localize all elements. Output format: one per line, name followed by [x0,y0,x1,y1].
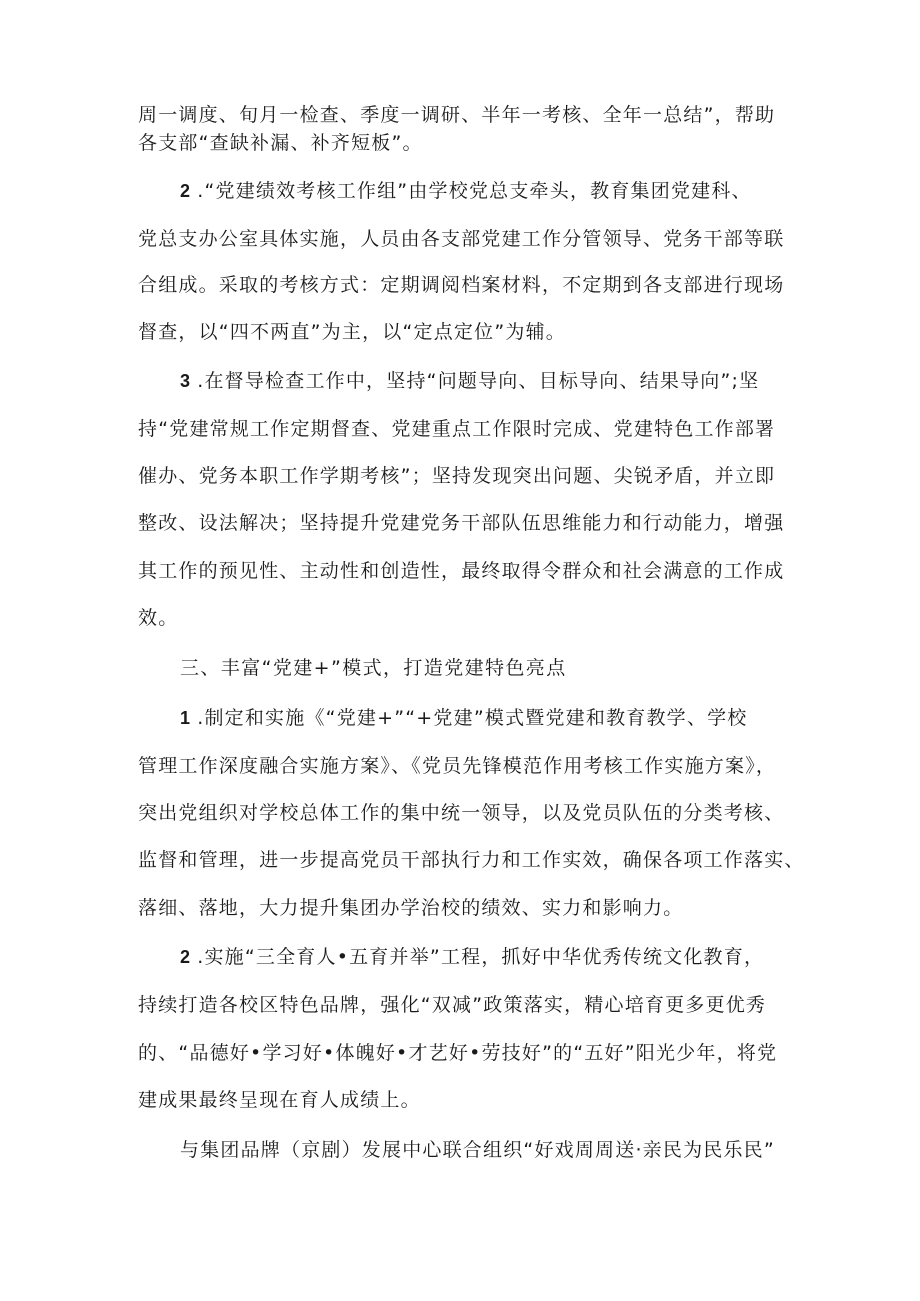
paragraph-line [138,848,805,872]
paragraph-line [138,801,784,825]
paragraph-line [138,1088,421,1112]
line-text: .制定和实施《“党建+”“+党建”模式暨党建和教育教学、学校 [197,707,748,729]
line-text: .在督导检查工作中，坚持“问题导向、目标导向、结果导向”;坚 [197,370,760,392]
paragraph-line [138,993,766,1017]
item-number: 3 [180,371,192,391]
line-text: 持续打造各校区特色品牌，强化“双减”政策落实，精心培育更多更优秀 [138,994,767,1016]
paragraph-line [138,103,775,127]
line-text: 持“党建常规工作定期督查、党建重点工作限时完成、党建特色工作部署 [138,418,776,440]
line-text: 建成果最终呈现在育人成绩上。 [138,1089,421,1111]
paragraph-line [138,131,423,155]
paragraph-line [138,606,178,630]
paragraph-line-numbered [180,945,764,969]
heading-text: 三、丰富“党建+”模式，打造党建特色亮点 [180,657,567,679]
paragraph-line [138,559,784,583]
paragraph-line-numbered [180,179,752,203]
item-number: 2 [180,947,192,967]
line-text: 各支部“查缺补漏、补齐短板”。 [138,132,423,154]
paragraph-line [138,273,784,297]
line-text: .实施“三全育人•五育并举”工程，抓好中华优秀传统文化教育， [197,946,765,968]
line-text: 整改、设法解决；坚持提升党建党务干部队伍思维能力和行动能力，增强 [138,512,785,534]
paragraph-line [138,511,784,535]
paragraph-line [138,417,775,441]
line-text: 落细、落地，大力提升集团办学治校的绩效、实力和影响力。 [138,897,684,919]
paragraph-line [138,464,775,488]
line-text: 管理工作深度融合实施方案》、《党员先锋模范作用考核工作实施方案》， [138,755,777,777]
line-text: 效。 [138,607,179,629]
paragraph-line [138,1041,777,1065]
line-text: 周一调度、旬月一检查、季度一调研、半年一考核、全年一总结”，帮助 [138,104,776,126]
item-number: 2 [180,181,192,201]
paragraph-line [138,320,566,344]
section-heading [180,656,567,680]
paragraph-line-numbered [180,369,759,393]
line-text: 的、“品德好•学习好•体魄好•才艺好•劳技好”的“五好”阳光少年，将党 [138,1042,778,1064]
paragraph-line-numbered [180,706,747,730]
line-text: 其工作的预见性、主动性和创造性，最终取得令群众和社会满意的工作成 [138,560,785,582]
paragraph-line [138,896,683,920]
line-text: 监督和管理，进一步提高党员干部执行力和工作实效，确保各项工作落实、 [138,849,805,871]
line-text: 与集团品牌（京剧）发展中心联合组织“好戏周周送·亲民为民乐民” [180,1139,775,1161]
line-text: 合组成。采取的考核方式：定期调阅档案材料，不定期到各支部进行现场 [138,274,785,296]
line-text: 催办、党务本职工作学期考核”；坚持发现突出问题、尖锐矛盾，并立即 [138,465,776,487]
paragraph-line [138,227,784,251]
paragraph-line [180,1138,775,1162]
paragraph-line [138,754,776,778]
line-text: 突出党组织对学校总体工作的集中统一领导，以及党员队伍的分类考核、 [138,802,785,824]
item-number: 1 [180,708,192,728]
line-text: 党总支办公室具体实施，人员由各支部党建工作分管领导、党务干部等联 [138,228,785,250]
line-text: 督查，以“四不两直”为主，以“定点定位”为辅。 [138,321,566,343]
line-text: .“党建绩效考核工作组”由学校党总支牵头，教育集团党建科、 [197,180,752,202]
